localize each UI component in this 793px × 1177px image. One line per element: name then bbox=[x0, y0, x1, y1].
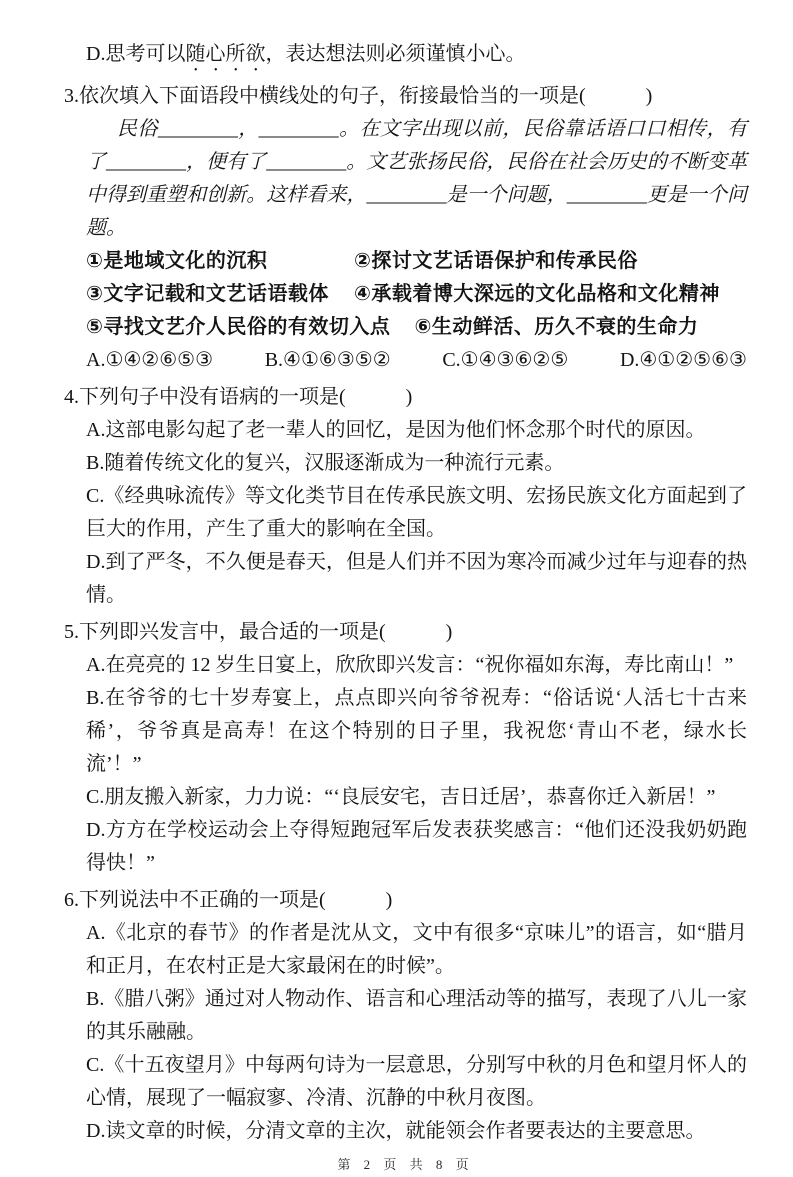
question-3-choice-d: D.④①②⑤⑥③ bbox=[619, 349, 747, 371]
question-5-option-b: B.在爷爷的七十岁寿宴上，点点即兴向爷爷祝寿：“俗话说‘人活七十古来稀’，爷爷真是高寿！在这个特别的日子里，我祝您‘青山不老，绿水长流’！” bbox=[86, 687, 747, 775]
tag-4: ④承载着博大深远的文化品格和文化精神 bbox=[354, 283, 720, 305]
question-5-option-c: C.朋友搬入新家，力力说：“‘良辰安宅，吉日迁居’，恭喜你迁入新居！” bbox=[86, 786, 716, 808]
question-6-option-a: A.《北京的春节》的作者是沈从文，文中有很多“京味儿”的语言，如“腊月和正月，在农村正是大家最闲在的时候”。 bbox=[86, 922, 747, 977]
question-3-passage: 民俗________，________。在文字出现以前，民俗靠话语口口相传，有了________，便有了________。文艺张扬民俗，民俗在社会历史的不断变革中得到重塑和创新。这样看来，________是一个问题，________更是一个问题。 bbox=[86, 118, 747, 239]
question-5-label: 5.下列即兴发言中，最合适的一项是( ) bbox=[64, 621, 453, 643]
question-6-option-b: B.《腊八粥》通过对人物动作、语言和心理活动等的描写，表现了八儿一家的其乐融融。 bbox=[86, 988, 747, 1043]
tag-6: ⑥生动鲜活、历久不衰的生命力 bbox=[414, 316, 699, 338]
tag-row-2 bbox=[86, 278, 747, 311]
option-d-prefix: D.思考可以 bbox=[86, 43, 186, 65]
question-4-option-a: A.这部电影勾起了老一辈人的回忆，是因为他们怀念那个时代的原因。 bbox=[86, 419, 706, 441]
question-3-answer-choices bbox=[64, 344, 747, 377]
question-4-option-d: D.到了严冬，不久便是春天，但是人们并不因为寒冷而减少过年与迎春的热情。 bbox=[86, 551, 747, 606]
question-3-choice-a: A.①④②⑥⑤③ bbox=[86, 349, 214, 371]
tag-1: ①是地域文化的沉积 bbox=[86, 250, 268, 272]
question-6-option-c: C.《十五夜望月》中每两句诗为一层意思，分别写中秋的月色和望月怀人的心情，展现了一幅寂寥、冷清、沉静的中秋月夜图。 bbox=[86, 1054, 747, 1109]
question-4-option-c: C.《经典咏流传》等文化类节目在传承民族文明、宏扬民族文化方面起到了巨大的作用，产生了重大的影响在全国。 bbox=[86, 485, 747, 540]
option-d-suffix: ，表达想法则必须谨慎小心。 bbox=[265, 43, 526, 65]
tag-3: ③文字记载和文艺话语载体 bbox=[86, 283, 329, 305]
question-5-option-a: A.在亮亮的 12 岁生日宴上，欣欣即兴发言：“祝你福如东海，寿比南山！” bbox=[86, 654, 734, 676]
question-4-option-b: B.随着传统文化的复兴，汉服逐渐成为一种流行元素。 bbox=[86, 452, 565, 474]
tag-row-3 bbox=[86, 311, 747, 344]
question-3-choice-b: B.④①⑥③⑤② bbox=[264, 349, 391, 371]
tag-2: ②探讨文艺话语保护和传承民俗 bbox=[354, 250, 638, 272]
question-2-option-d bbox=[64, 38, 747, 76]
question-4-label: 4.下列句子中没有语病的一项是( ) bbox=[64, 386, 413, 408]
question-3-sentence-tags bbox=[64, 245, 747, 344]
question-3-choice-c: C.①④③⑥②⑤ bbox=[442, 349, 569, 371]
question-3-label: 3.依次填入下面语段中横线处的句子，衔接最恰当的一项是( ) bbox=[64, 85, 653, 107]
tag-5: ⑤寻找文艺介人民俗的有效切入点 bbox=[86, 316, 391, 338]
question-5-option-d: D.方方在学校运动会上夺得短跑冠军后发表获奖感言：“他们还没我奶奶跑得快！” bbox=[86, 819, 747, 874]
tag-row-1 bbox=[86, 245, 747, 278]
page-number: 第 2 页 共 8 页 bbox=[337, 1157, 474, 1172]
question-6-option-d: D.读文章的时候，分清文章的主次，就能领会作者要表达的主要意思。 bbox=[86, 1120, 706, 1142]
question-6-label: 6.下列说法中不正确的一项是( ) bbox=[64, 889, 393, 911]
option-d-emphasized-text: 随心所欲 bbox=[185, 43, 266, 65]
